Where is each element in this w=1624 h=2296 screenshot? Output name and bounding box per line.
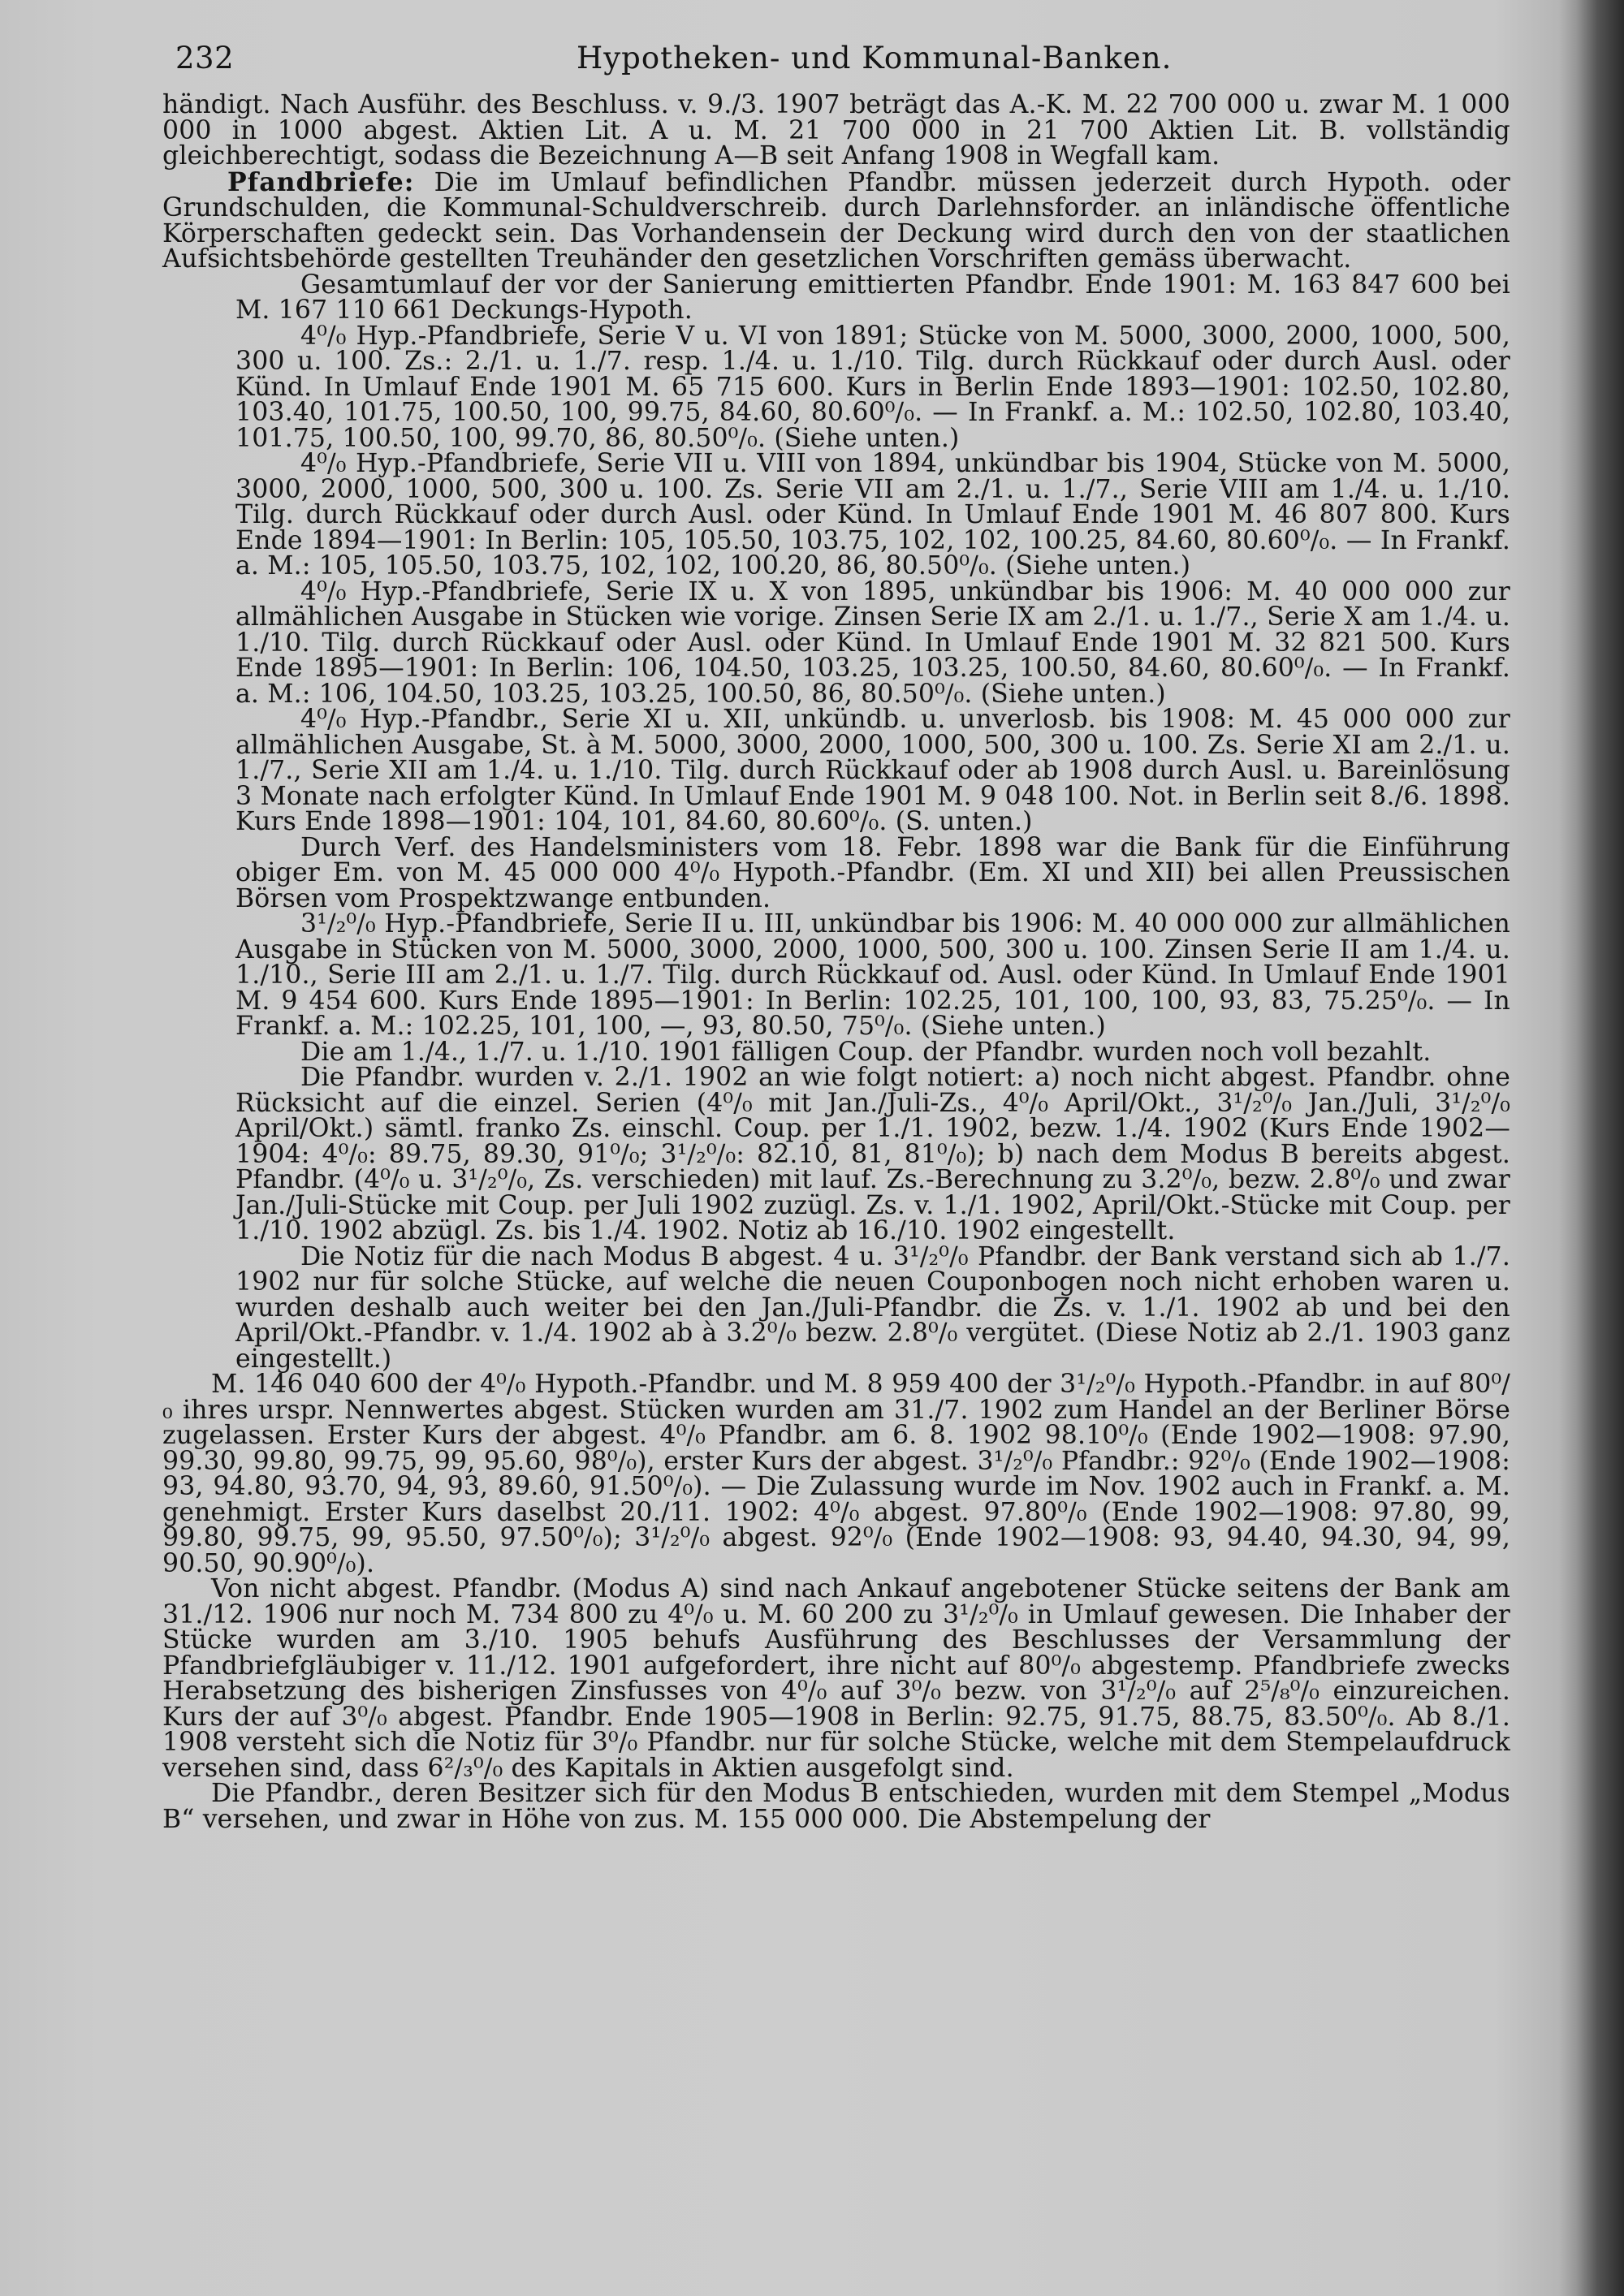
paragraph-abstempelung-text: Die Pfandbr., deren Besitzer sich für den Modus B entschieden, wurden mit dem Stempel „Modus B“ versehen, und zwar in Höhe von zus. M. 155 000 000. Die Abstempelung der bbox=[162, 1779, 1510, 1834]
paragraph-handelsminister-text: Durch Verf. des Handelsministers vom 18. Febr. 1898 war die Bank für die Einführung obiger Em. von M. 45 000 000 4⁰/₀ Hypoth.-Pfandbr. (Em. XI und XII) bei allen Preussischen Börsen vom Prospektzwange entbunden. bbox=[235, 832, 1510, 913]
paragraph-gesamtumlauf bbox=[162, 270, 1510, 325]
paragraph-notierung bbox=[162, 1065, 1510, 1245]
paragraph-serie-ii-iii-text: 3¹/₂⁰/₀ Hyp.-Pfandbriefe, Serie II u. III, unkündbar bis 1906: M. 40 000 000 zur allmählichen Ausgabe in Stücken von M. 5000, 3000, 2000, 1000, 500, 300 u. 100. Zinsen Serie II am 1./4. u. 1./10., Serie III am 2./1. u. 1./7. Tilg. durch Rückkauf od. Ausl. oder Künd. In Umlauf Ende 1901 M. 9 454 600. Kurs Ende 1895—1901: In Berlin: 102.25, 101, 100, 100, 93, 83, 75.25⁰/₀. — In Frankf. a. M.: 102.25, 101, 100, —, 93, 80.50, 75⁰/₀. (Siehe unten.) bbox=[235, 909, 1510, 1041]
book-spine-shadow bbox=[1575, 0, 1624, 2296]
paragraph-zulassung-text: M. 146 040 600 der 4⁰/₀ Hypoth.-Pfandbr. und M. 8 959 400 der 3¹/₂⁰/₀ Hypoth.-Pfandbr. in auf 80⁰/₀ ihres urspr. Nennwertes abgest. Stücken wurden am 31./7. 1902 zum Handel an der Berliner Börse zugelassen. Erster Kurs der abgest. 4⁰/₀ Pfandbr. am 6. 8. 1902 98.10⁰/₀ (Ende 1902—1908: 97.90, 99.30, 99.80, 99.75, 99, 95.60, 98⁰/₀), erster Kurs der abgest. 3¹/₂⁰/₀ Pfandbr.: 92⁰/₀ (Ende 1902—1908: 93, 94.80, 93.70, 94, 93, 89.60, 91.50⁰/₀). — Die Zulassung wurde im Nov. 1902 auch in Frankf. a. M. genehmigt. Erster Kurs daselbst 20./11. 1902: 4⁰/₀ abgest. 97.80⁰/₀ (Ende 1902—1908: 97.80, 99, 99.80, 99.75, 99, 95.50, 97.50⁰/₀); 3¹/₂⁰/₀ abgest. 92⁰/₀ (Ende 1902—1908: 93, 94.40, 94.30, 94, 99, 90.50, 90.90⁰/₀). bbox=[162, 1370, 1510, 1578]
page bbox=[162, 41, 1510, 1832]
paragraph-serie-vii-viii-text: 4⁰/₀ Hyp.-Pfandbriefe, Serie VII u. VIII von 1894, unkündbar bis 1904, Stücke von M. 5000, 3000, 2000, 1000, 500, 300 u. 100. Zs. Serie VII am 2./1. u. 1./7., Serie VIII am 1./4. u. 1./10. Tilg. durch Rückkauf oder durch Ausl. oder Künd. In Umlauf Ende 1901 M. 46 807 800. Kurs Ende 1894—1901: In Berlin: 105, 105.50, 103.75, 102, 102, 100.25, 84.60, 80.60⁰/₀. — In Frankf. a. M.: 105, 105.50, 103.75, 102, 102, 100.20, 86, 80.50⁰/₀. (Siehe unten.) bbox=[235, 449, 1510, 580]
body-text bbox=[162, 90, 1510, 1834]
section-lead-pfandbriefe: Pfandbriefe: bbox=[227, 166, 415, 197]
paragraph-modus-a bbox=[162, 1574, 1510, 1783]
paragraph-serie-vii-viii bbox=[162, 451, 1510, 580]
paragraph-serie-v-vi-text: 4⁰/₀ Hyp.-Pfandbriefe, Serie V u. VI von 1891; Stücke von M. 5000, 3000, 2000, 1000, 500, 300 u. 100. Zs.: 2./1. u. 1./7. resp. 1./4. u. 1./10. Tilg. durch Rückkauf oder durch Ausl. oder Künd. In Umlauf Ende 1901 M. 65 715 600. Kurs in Berlin Ende 1893—1901: 102.50, 102.80, 103.40, 101.75, 100.50, 100, 99.75, 84.60, 80.60⁰/₀. — In Frankf. a. M.: 102.50, 102.80, 103.40, 101.75, 100.50, 100, 99.70, 86, 80.50⁰/₀. (Siehe unten.) bbox=[235, 321, 1510, 453]
paragraph-gesamtumlauf-text: Gesamtumlauf der vor der Sanierung emittierten Pfandbr. Ende 1901: M. 163 847 600 bei M. 167 110 661 Deckungs-Hypoth. bbox=[235, 270, 1510, 325]
page-number: 232 bbox=[175, 41, 235, 76]
paragraph-abstempelung bbox=[162, 1781, 1510, 1832]
paragraph-modus-a-text: Von nicht abgest. Pfandbr. (Modus A) sind nach Ankauf angebotener Stücke seitens der Bank am 31./12. 1906 nur noch M. 734 800 zu 4⁰/₀ u. M. 60 200 zu 3¹/₂⁰/₀ in Umlauf gewesen. Die Inhaber der Stücke wurden am 3./10. 1905 behufs Ausführung des Beschlusses der Versammlung der Pfandbriefgläubiger v. 11./12. 1901 aufgefordert, ihre nicht auf 80⁰/₀ abgestemp. Pfandbriefe zwecks Herabsetzung des bisherigen Zinsfusses von 4⁰/₀ auf 3⁰/₀ bezw. von 3¹/₂⁰/₀ auf 2⁵/₈⁰/₀ einzureichen. Kurs der auf 3⁰/₀ abgest. Pfandbr. Ende 1905—1908 in Berlin: 92.75, 91.75, 88.75, 83.50⁰/₀. Ab 8./1. 1908 versteht sich die Notiz für 3⁰/₀ Pfandbr. nur für solche Stücke, welche mit dem Stempelaufdruck versehen sind, dass 6²/₃⁰/₀ des Kapitals in Aktien ausgefolgt sind. bbox=[162, 1574, 1510, 1783]
paragraph-modus-b-notiz-text: Die Notiz für die nach Modus B abgest. 4 u. 3¹/₂⁰/₀ Pfandbr. der Bank verstand sich ab 1./7. 1902 nur für solche Stücke, auf welche die neuen Couponbogen noch nicht erhoben waren u. wurden deshalb auch weiter bei den Jan./Juli-Pfandbr. die Zs. v. 1./1. 1902 ab und bei den April/Okt.-Pfandbr. v. 1./4. 1902 ab à 3.2⁰/₀ bezw. 2.8⁰/₀ vergütet. (Diese Notiz ab 2./1. 1903 ganz eingestellt.) bbox=[235, 1241, 1510, 1374]
paragraph-serie-ix-x-text: 4⁰/₀ Hyp.-Pfandbriefe, Serie IX u. X von 1895, unkündbar bis 1906: M. 40 000 000 zur allmählichen Ausgabe in Stücken wie vorige. Zinsen Serie IX am 2./1. u. 1./7., Serie X am 1./4. u. 1./10. Tilg. durch Rückkauf oder Ausl. oder Künd. In Umlauf Ende 1901 M. 32 821 500. Kurs Ende 1895—1901: In Berlin: 106, 104.50, 103.25, 103.25, 100.50, 84.60, 80.60⁰/₀. — In Frankf. a. M.: 106, 104.50, 103.25, 103.25, 100.50, 86, 80.50⁰/₀. (Siehe unten.) bbox=[235, 576, 1510, 709]
paragraph-notierung-text: Die Pfandbr. wurden v. 2./1. 1902 an wie folgt notiert: a) noch nicht abgest. Pfandbr. ohne Rücksicht auf die einzel. Serien (4⁰/₀ mit Jan./Juli-Zs., 4⁰/₀ April/Okt., 3¹/₂⁰/₀ Jan./Juli, 3¹/₂⁰/₀ April/Okt.) sämtl. franko Zs. einschl. Coup. per 1./1. 1902, bezw. 1./4. 1902 (Kurs Ende 1902—1904: 4⁰/₀: 89.75, 89.30, 91⁰/₀; 3¹/₂⁰/₀: 82.10, 81, 81⁰/₀); b) nach dem Modus B bereits abgest. Pfandbr. (4⁰/₀ u. 3¹/₂⁰/₀, Zs. verschieden) mit lauf. Zs.-Berechnung zu 3.2⁰/₀, bezw. 2.8⁰/₀ und zwar Jan./Juli-Stücke mit Coup. per Juli 1902 zuzügl. Zs. v. 1./1. 1902, April/Okt.-Stücke mit Coup. per 1./10. 1902 abzügl. Zs. bis 1./4. 1902. Notiz ab 16./10. 1902 eingestellt. bbox=[235, 1063, 1510, 1245]
running-head-title: Hypotheken- und Kommunal-Banken. bbox=[577, 41, 1173, 76]
section-text-pfandbriefe: Die im Umlauf befindlichen Pfandbr. müssen jederzeit durch Hypoth. oder Grundschulden, die Kommunal-Schuldverschreib. durch Darlehnsforder. an inländische öffentliche Körperschaften gedeckt sein. Das Vorhandensein der Deckung wird durch den von der staatlichen Aufsichtsbehörde gestellten Treuhänder den gesetzlichen Vorschriften gemäss überwacht. bbox=[162, 167, 1510, 274]
paragraph-serie-ix-x bbox=[162, 576, 1510, 709]
paragraph-capital: händigt. Nach Ausführ. des Beschluss. v. 9./3. 1907 beträgt das A.-K. M. 22 700 000 u. zwar M. 1 000 000 in 1000 abgest. Aktien Lit. A u. M. 21 700 000 in 21 700 Aktien Lit. B. vollständig gleichberechtigt, sodass die Bezeichnung A—B seit Anfang 1908 in Wegfall kam. bbox=[162, 90, 1510, 170]
paragraph-modus-b-notiz bbox=[162, 1241, 1510, 1374]
paragraph-zulassung bbox=[162, 1372, 1510, 1577]
paragraph-serie-ii-iii bbox=[162, 909, 1510, 1041]
paragraph-coupons-text: Die am 1./4., 1./7. u. 1./10. 1901 fälligen Coup. der Pfandbr. wurden noch voll bezahlt. bbox=[300, 1037, 1432, 1067]
paragraph-serie-xi-xii-text: 4⁰/₀ Hyp.-Pfandbr., Serie XI u. XII, unkündb. u. unverlosb. bis 1908: M. 45 000 000 zur allmählichen Ausgabe, St. à M. 5000, 3000, 2000, 1000, 500, 300 u. 100. Zs. Serie XI am 2./1. u. 1./7., Serie XII am 1./4. u. 1./10. Tilg. durch Rückkauf oder ab 1908 durch Ausl. u. Bareinlösung 3 Monate nach erfolgter Künd. In Umlauf Ende 1901 M. 9 048 100. Not. in Berlin seit 8./6. 1898. Kurs Ende 1898—1901: 104, 101, 84.60, 80.60⁰/₀. (S. unten.) bbox=[235, 705, 1510, 836]
paragraph-serie-v-vi bbox=[162, 321, 1510, 453]
paragraph-coupons bbox=[162, 1037, 1510, 1067]
running-head bbox=[162, 41, 1510, 88]
paragraph-serie-xi-xii bbox=[162, 707, 1510, 835]
paragraph-handelsminister bbox=[162, 832, 1510, 913]
paragraph-pfandbriefe bbox=[162, 166, 1510, 274]
